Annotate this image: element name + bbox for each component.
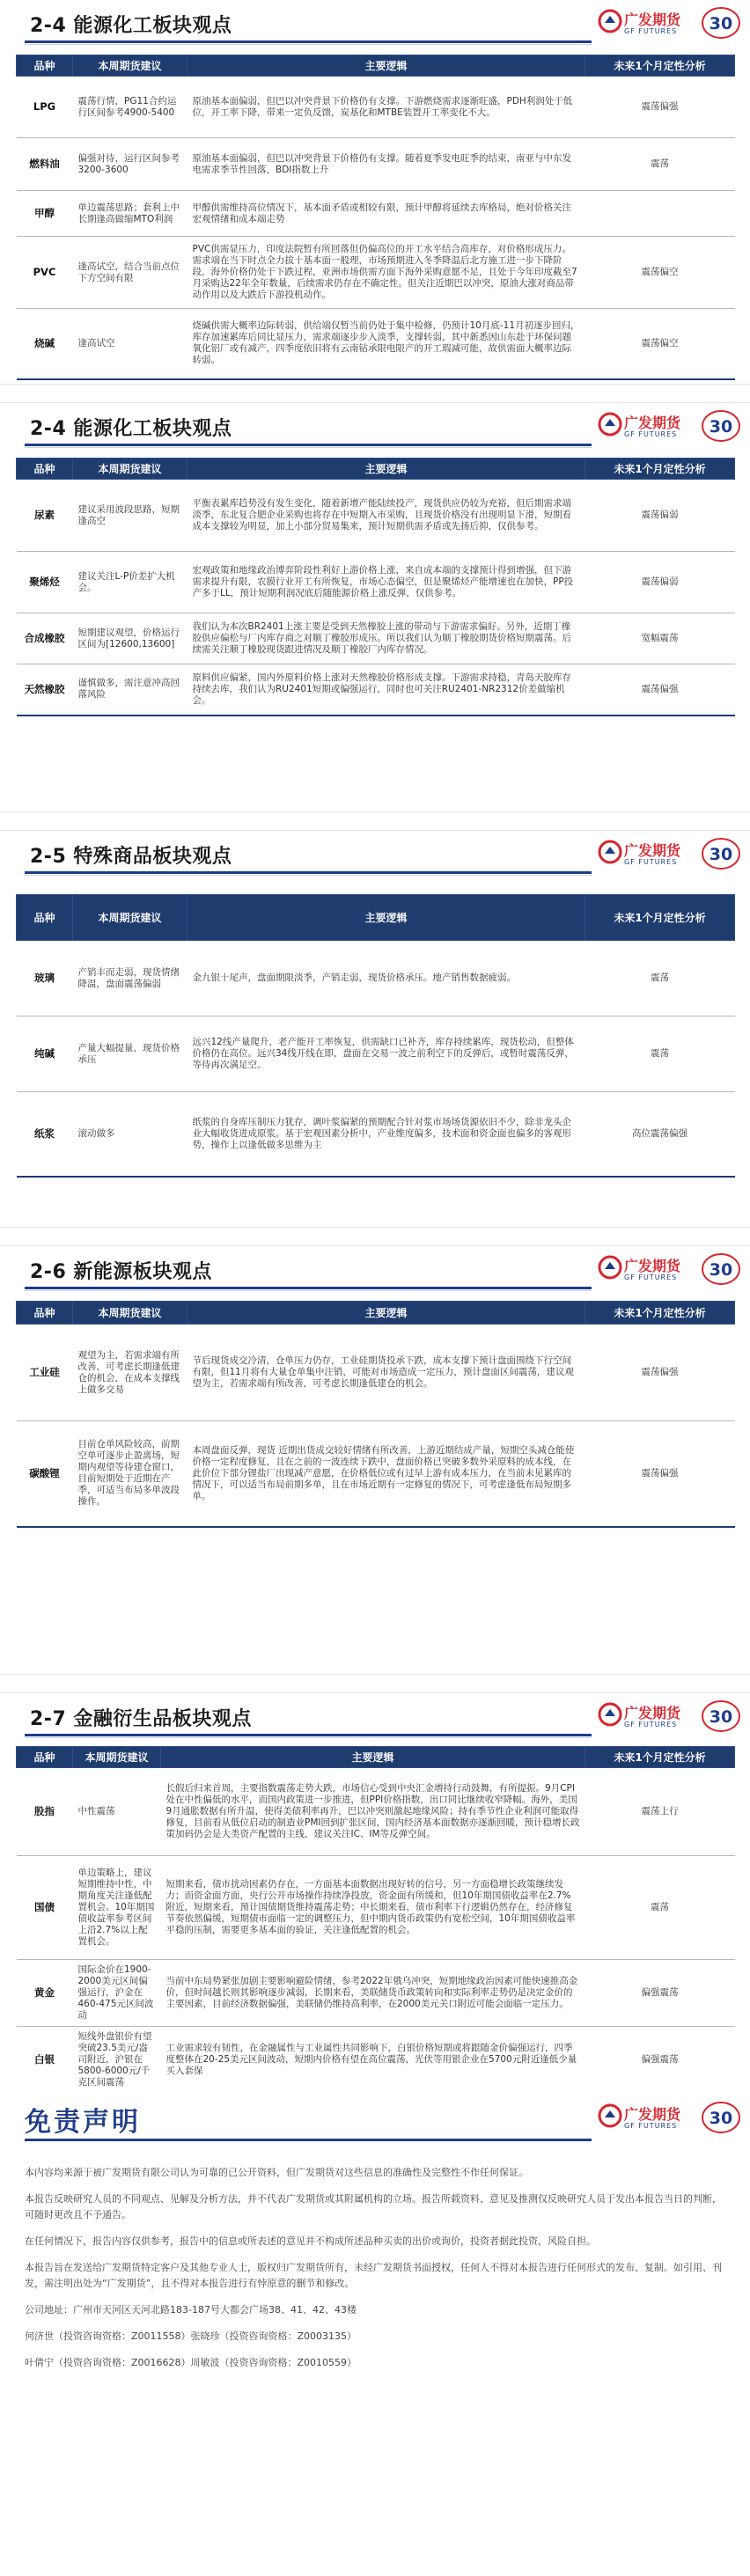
main-logic: 原油基本面偏弱，但巴以冲突背景下价格仍有支撑。下游燃烧需求逐渐旺盛，PDH利润处于低位，开工率下降，带来一定负反馈，炭基化和MTBE装置开工率变化不大。 bbox=[188, 77, 585, 138]
header-outlook: 未来1个月定性分析 bbox=[585, 459, 735, 480]
table-row bbox=[17, 1016, 735, 1092]
title-rule bbox=[25, 1287, 592, 1289]
view-table bbox=[16, 1746, 735, 2089]
header-variety: 品种 bbox=[17, 55, 73, 77]
table-row bbox=[17, 191, 735, 237]
weekly-advice: 单边震荡思路；套利上中长期逢高做缩MTO利润 bbox=[73, 191, 188, 237]
table-row bbox=[17, 1421, 735, 1527]
anniversary-number: 30 bbox=[709, 417, 733, 437]
table-row bbox=[17, 237, 735, 309]
analyst-line: 何济世（投资咨询资格：Z0011558）张晓珍（投资咨询资格：Z0003135） bbox=[25, 2330, 357, 2342]
header-variety: 品种 bbox=[17, 459, 73, 480]
table-row bbox=[17, 552, 735, 613]
header-advice: 本周期货建议 bbox=[73, 55, 188, 77]
header-variety: 品种 bbox=[17, 895, 73, 941]
variety-name: 甲醇 bbox=[17, 191, 73, 237]
main-logic: 平衡表累库趋势没有发生变化，随着新增产能陆续投产，现货供应仍较为充裕，但后期需求端淡季，东北复合肥企业采购也将存在中短期入市采购，且现货价格没有出现明显下滑，短期看成本支撑较为明显，加上小部分贸易集来，预计短期供需矛盾或先扬后抑，仅供参考。 bbox=[188, 480, 585, 552]
slide-energy-2 bbox=[0, 403, 750, 811]
monthly-outlook: 震荡上行 bbox=[585, 1768, 735, 1856]
anniversary-number: 30 bbox=[709, 2109, 733, 2128]
weekly-advice: 建议关注L-P价差扩大机会。 bbox=[73, 552, 188, 613]
brand-cn: 广发期货 bbox=[624, 1705, 681, 1721]
slide-header bbox=[0, 0, 750, 51]
disclaimer-paragraph: 本报告反映研究人员的不同观点、见解及分析方法，并不代表广发期货或其附属机构的立场。报告所载资料、意见及推测仅反映研究人员于发出本报告当日的判断，可随时更改且不予通告。 bbox=[25, 2193, 722, 2220]
disclaimer-title: 免责声明 bbox=[25, 2107, 141, 2138]
brand-cn: 广发期货 bbox=[624, 1258, 681, 1274]
variety-name: PVC bbox=[17, 237, 73, 309]
main-logic: PVC供需显压力，印度法院暂有所回落但仍偏高位的开工水平结合高库存，对价格形成压力。需求端在当下时点全力拔十基本面一般理，市场预期进入冬季降温后北方施工进一步下降阶段，海外价格仍处于下跌过程，亚洲市场供需方面下海外采购意愿不足，且处于今年印度截至7月采购达22年全年数量，后续需求仍存在不确定性。但关注近期巴以冲突，原油大涨对商品带动作用以及大跌后下游投机动作。 bbox=[188, 237, 585, 309]
anniversary-number: 30 bbox=[709, 14, 733, 33]
gf-logo-icon bbox=[598, 840, 622, 864]
title-rule bbox=[25, 871, 592, 874]
variety-name: 纸浆 bbox=[17, 1092, 73, 1177]
header-logic: 主要逻辑 bbox=[188, 459, 585, 480]
variety-name: 纯碱 bbox=[17, 1016, 73, 1092]
brand-en: GF FUTURES bbox=[624, 1721, 678, 1728]
table-row bbox=[17, 941, 735, 1016]
main-logic: 原料供应偏紧，国内外原料价格上涨对天然橡胶价格形成支撑。下游需求持稳，青岛天胶库存持续去库，我们认为RU2401短期或偏强运行，同时也可关注RU2401-NR2312价差做缩机会。 bbox=[188, 664, 585, 716]
weekly-advice: 逢高试空，结合当前点位下方空间有限 bbox=[73, 237, 188, 309]
monthly-outlook: 震荡偏空 bbox=[585, 309, 735, 379]
slide-disclaimer bbox=[0, 2089, 750, 2576]
table-row bbox=[17, 138, 735, 191]
anniversary-30-icon bbox=[701, 5, 741, 40]
weekly-advice: 偏强对待，运行区间参考3200-3600 bbox=[73, 138, 188, 191]
section-title: 2-5 特殊商品板块观点 bbox=[30, 846, 232, 868]
slide-gap bbox=[0, 811, 750, 831]
main-logic: 节后现货成交冷清，仓单压力仍存，工业硅期货投承下跌，成本支撑下预计盘面围绕下行空间有限，但11月将有大量仓单集中注销，可能对市场造成一定压力，预计盘面区间震荡，建议观望为主，若需求端有所改善，可考虑长期逢低建仓的机会。 bbox=[188, 1325, 585, 1421]
anniversary-30-icon bbox=[701, 1699, 741, 1734]
table-row bbox=[17, 1092, 735, 1177]
disclaimer-paragraph: 在任何情况下，报告内容仅供参考，报告中的信息或所表述的意见并不构成所述品种买卖的出价或询价，投资者据此投资，风险自担。 bbox=[25, 2235, 596, 2247]
gf-futures-logo bbox=[598, 838, 743, 873]
anniversary-30-icon bbox=[701, 836, 741, 871]
header-variety: 品种 bbox=[17, 1747, 73, 1768]
slide-special bbox=[0, 831, 750, 1227]
main-logic: 我们认为本次BR2401上涨主要是受到天然橡胶上涨的带动与下游需求偏好。另外，近期丁橡胶供应偏松与厂内库存商之对顺丁橡胶形成压。所以我们认为顺丁橡胶期货价格短期震荡。后续需关注顺丁橡胶现货跟进情况及顺丁橡胶厂内库存情况。 bbox=[188, 613, 585, 664]
anniversary-30-icon bbox=[701, 1251, 741, 1287]
variety-name: 国债 bbox=[17, 1856, 73, 1960]
monthly-outlook: 偏强震荡 bbox=[585, 2027, 735, 2090]
header-advice: 本周期货建议 bbox=[73, 1302, 188, 1325]
table-row bbox=[17, 1856, 735, 1960]
gf-logo-icon bbox=[598, 1702, 622, 1727]
header-outlook: 未来1个月定性分析 bbox=[585, 1747, 735, 1768]
brand-cn: 广发期货 bbox=[624, 415, 681, 431]
header-outlook: 未来1个月定性分析 bbox=[585, 55, 735, 77]
main-logic: 宏观政策和地缘政治博弈阶段性利好上游价格上涨，来自成本端的支撑预计得到增强，但下游需求提升有限，农膜行业开工有所恢复，市场心态偏空，但是聚烯烃产能增速也在加快，PP投产多于LL，预计短期利润况底后随能源价格上涨反弹，仅供参考。 bbox=[188, 552, 585, 613]
disclaimer-body bbox=[25, 2165, 729, 2382]
main-logic: 当前中东局势紧张加剧主要影响避险情绪，参考2022年俄乌冲突，短期地缘政治因素可能快速推高金价，但时间越长则其影响逐步减弱，长期来看，美联储货币政策转向和实际利率走势仍是决定金价的主要因素，目前经济数据偏强，美联储仍维持高利率，在2000美元关口附近可能会面临一定压力。 bbox=[161, 1960, 585, 2027]
main-logic: 金九银十尾声，盘面期限淡季，产销走弱，现货价格承压。地产销售数据疲弱。 bbox=[188, 941, 585, 1016]
monthly-outlook: 偏强震荡 bbox=[585, 1960, 735, 2027]
variety-name: 工业硅 bbox=[17, 1325, 73, 1421]
variety-name: 合成橡胶 bbox=[17, 613, 73, 664]
table-row bbox=[17, 613, 735, 664]
title-rule bbox=[25, 444, 592, 446]
view-table bbox=[16, 1301, 735, 1528]
analyst-line: 叶倩宁（投资咨询资格：Z0016628）周敏波（投资咨询资格：Z0010559） bbox=[25, 2357, 357, 2368]
section-title: 2-7 金融衍生品板块观点 bbox=[30, 1708, 252, 1730]
table-row bbox=[17, 1960, 735, 2027]
disclaimer-paragraph: 本内容均来源于被广发期货有限公司认为可靠的已公开资料，但广发期货对这些信息的准确性及完整性不作任何保证。 bbox=[25, 2167, 528, 2178]
header-advice: 本周期货建议 bbox=[73, 459, 188, 480]
header-logic: 主要逻辑 bbox=[188, 55, 585, 77]
monthly-outlook: 震荡 bbox=[585, 138, 735, 191]
slide-header bbox=[0, 831, 750, 882]
weekly-advice: 观望为主，若需求端有所改善，可考虑长期逢低建仓的机会，在成本支撑线上做多交易 bbox=[73, 1325, 188, 1421]
company-address: 公司地址：广州市天河区天河北路183-187号大都会广场38、41、42、43楼 bbox=[25, 2304, 357, 2315]
brand-en: GF FUTURES bbox=[624, 858, 678, 866]
table-row bbox=[17, 2027, 735, 2090]
title-rule-thin bbox=[25, 1290, 592, 1291]
slide-header bbox=[0, 1246, 750, 1297]
view-table bbox=[16, 894, 735, 1178]
weekly-advice: 逢高试空 bbox=[73, 309, 188, 379]
title-rule-thin bbox=[25, 875, 592, 876]
variety-name: 黄金 bbox=[17, 1960, 73, 2027]
slide-energy-1 bbox=[0, 0, 750, 384]
variety-name: 烧碱 bbox=[17, 309, 73, 379]
title-rule-thin bbox=[25, 447, 592, 448]
header-advice: 本周期货建议 bbox=[73, 895, 188, 941]
header-outlook: 未来1个月定性分析 bbox=[585, 1302, 735, 1325]
monthly-outlook: 震荡偏弱 bbox=[585, 480, 735, 552]
main-logic: 甲醇供需维持高位情况下，基本面矛盾或相较有限，预计甲醇将延续去库格局，绝对价格关注宏观情绪和成本端走势 bbox=[188, 191, 585, 237]
weekly-advice: 建议采用波段思路，短期逢高空 bbox=[73, 480, 188, 552]
header-logic: 主要逻辑 bbox=[188, 1302, 585, 1325]
variety-name: 聚烯烃 bbox=[17, 552, 73, 613]
weekly-advice: 短线外盘银价有望突破23.5美元/盎司附近，沪银在5800-6000元/千克区间震荡 bbox=[73, 2027, 161, 2090]
variety-name: 碳酸锂 bbox=[17, 1421, 73, 1527]
anniversary-30-icon bbox=[701, 408, 741, 444]
slide-header bbox=[0, 403, 750, 454]
variety-name: 燃料油 bbox=[17, 138, 73, 191]
title-rule bbox=[25, 2139, 592, 2141]
monthly-outlook: 震荡偏强 bbox=[585, 1421, 735, 1527]
gf-logo-icon bbox=[598, 9, 622, 33]
anniversary-30-icon bbox=[701, 2100, 741, 2135]
view-table bbox=[16, 55, 735, 380]
monthly-outlook: 震荡偏弱 bbox=[585, 552, 735, 613]
main-logic: 长假后归来首周，主要指数震荡走势大跌，市场信心受到中央汇金增持行动鼓舞，有所提振。9月CPI处在中性偏低的水平，而国内政策进一步推进，但PPI价格指数，出口同比继续收窄降幅。海外，美国9月通胀数据有所升温，使得美债利率再升，巴以冲突则激起地缘风险；持有季节性企业利润可能取得修复，目前看从低位启动的制造业PMI回到扩张区间，国内经济基本面数据亦逐渐回暖，预计稳增长政策加码仍会是大类资产配置的主线，建议关注IC、IM等反弹空间。 bbox=[161, 1768, 585, 1856]
gf-futures-logo bbox=[598, 2102, 743, 2137]
weekly-advice: 短期建议观望，价格运行区间为[12600,13600] bbox=[73, 613, 188, 664]
anniversary-number: 30 bbox=[709, 845, 733, 864]
monthly-outlook: 宽幅震荡 bbox=[585, 613, 735, 664]
brand-en: GF FUTURES bbox=[624, 27, 678, 35]
table-header-row bbox=[17, 1302, 735, 1325]
weekly-advice: 中性震荡 bbox=[73, 1768, 161, 1856]
table-row bbox=[17, 480, 735, 552]
table-row bbox=[17, 77, 735, 138]
header-logic: 主要逻辑 bbox=[161, 1747, 585, 1768]
header-variety: 品种 bbox=[17, 1302, 73, 1325]
view-table bbox=[16, 458, 735, 716]
monthly-outlook: 震荡 bbox=[585, 941, 735, 1016]
brand-cn: 广发期货 bbox=[624, 842, 681, 859]
weekly-advice: 滚动做多 bbox=[73, 1092, 188, 1177]
variety-name: 白银 bbox=[17, 2027, 73, 2090]
monthly-outlook: 震荡偏强 bbox=[585, 77, 735, 138]
main-logic: 纸浆的自身库压制压力犹存，调叶浆偏紧的预期配合针对浆市场场货源依旧不少，除非龙头企业大幅收货进成原浆。基于宏观因素分析中，产业维度偏多，技术面和资金面也偏多的客观形势，操作上以逢低做多思维为主 bbox=[188, 1092, 585, 1177]
weekly-advice: 单边策略上，建议短期维持中性，中期角度关注逢低配置机会。10年期国债收益率参考区间上沿2.7%以上配置机会。 bbox=[73, 1856, 161, 1960]
main-logic: 原油基本面偏弱，但巴以冲突背景下价格仍有支撑。随着夏季发电旺季的结束，南亚与中东发电需求季节性回落，BDI指数上升 bbox=[188, 138, 585, 191]
gf-logo-icon bbox=[598, 1255, 622, 1280]
weekly-advice: 目前仓单风险较高，前期空单可逐步止盈离场，短期内观望等待建仓窗口，目前短期处于近期在产季，可适当布局多单波段操作。 bbox=[73, 1421, 188, 1527]
gf-futures-logo bbox=[598, 410, 743, 445]
slide-gap bbox=[0, 1227, 750, 1246]
table-header-row bbox=[17, 55, 735, 77]
slide-gap bbox=[0, 1674, 750, 1693]
weekly-advice: 国际金价在1900-2000美元区间偏强运行，沪金在460-475元区间波动 bbox=[73, 1960, 161, 2027]
section-title: 2-4 能源化工板块观点 bbox=[30, 15, 232, 37]
weekly-advice: 震荡行情，PG11合约运行区间参考4900-5400 bbox=[73, 77, 188, 138]
variety-name: 天然橡胶 bbox=[17, 664, 73, 716]
gf-logo-icon bbox=[598, 2103, 622, 2128]
gf-futures-logo bbox=[598, 1253, 743, 1288]
title-rule bbox=[25, 40, 592, 43]
table-row bbox=[17, 309, 735, 379]
title-rule-thin bbox=[25, 44, 592, 45]
header-outlook: 未来1个月定性分析 bbox=[585, 895, 735, 941]
variety-name: LPG bbox=[17, 77, 73, 138]
brand-en: GF FUTURES bbox=[624, 1273, 678, 1281]
title-rule bbox=[25, 1734, 592, 1736]
table-row bbox=[17, 1768, 735, 1856]
brand-en: GF FUTURES bbox=[624, 430, 678, 438]
variety-name: 尿素 bbox=[17, 480, 73, 552]
title-rule-thin bbox=[25, 1737, 592, 1738]
weekly-advice: 产量大幅提量，现货价格承压 bbox=[73, 1016, 188, 1092]
gf-futures-logo bbox=[598, 1700, 743, 1736]
gf-logo-icon bbox=[598, 412, 622, 437]
table-header-row bbox=[17, 895, 735, 941]
main-logic: 远兴12线产量爬升，老产能开工率恢复，供需缺口已补齐，库存持续累库，现货松动，但整体价格仍在高位。远兴34线开线在即，盘面在交易一波之前利空下的反弹后，或暂时震荡反弹，等待再次满足空。 bbox=[188, 1016, 585, 1092]
weekly-advice: 产销丰而走弱，现货情绪降温，盘面震荡偏弱 bbox=[73, 941, 188, 1016]
brand-en: GF FUTURES bbox=[624, 2122, 678, 2130]
monthly-outlook: 震荡偏空 bbox=[585, 237, 735, 309]
main-logic: 短期来看，债市扰动因素仍存在，一方面基本面数据出现好转的信号，另一方面稳增长政策继续发力；而资金面方面，央行公开市场操作持续净投放，资金面有所缓和，但10年期国债收益率在2.7%附近，短期来看，预计国债期货维持震荡走势；中长期来看，债市利率下行逻辑仍然存在，经济修复节奏依然偏缓，短期债市面临一定的调整压力，但中期内货币政策仍有宽松空间，10年期国债收益率平稳的压制，需要更多基本面的验证，关注逢低配置的机会。 bbox=[161, 1856, 585, 1960]
monthly-outlook: 震荡偏强 bbox=[585, 664, 735, 716]
disclaimer-paragraph: 本报告旨在发送给广发期货特定客户及其他专业人士，版权归广发期货所有，未经广发期货书面授权，任何人不得对本报告进行任何形式的发布、复制。如引用、刊发，需注明出处为“广发期货”，且不得对本报告进行有悖原意的删节和修改。 bbox=[25, 2262, 722, 2289]
monthly-outlook: 震荡偏强 bbox=[585, 1325, 735, 1421]
anniversary-number: 30 bbox=[709, 1260, 733, 1280]
slide-gap bbox=[0, 384, 750, 403]
main-logic: 烧碱供需大概率边际转弱，供给端仅暂当前仍处于集中检修，仍预计10月底-11月初逐步回归，库存加速累库后同比显压力，需求端逐步步入淡季，支撑转弱，其中新悉因山东赴于环保问题氧化铝厂或有减产，四季度依旧将有云南钻承限电限产的开工瑕减可能，故供需面大概率边际转弱。 bbox=[188, 309, 585, 379]
table-header-row bbox=[17, 1747, 735, 1768]
slide-new-energy bbox=[0, 1246, 750, 1674]
main-logic: 本周盘面反弹，现货 近期出货成交较好情绪有所改善，上游近期结成产量，短期空头减仓能使价格一定程度修复，且在之前的一波连续下跌中，盘面价格已突破多数外采原料的成本线，在此价位下部分锂盐厂出现减产意愿，在价格低位或有过早上游有成本压力，在当前未见累库的情况下，可以适当布局前期多单，且在市场近期有一定修复的情况下，可考虑逢低布局短期多单。 bbox=[188, 1421, 585, 1527]
table-row bbox=[17, 1325, 735, 1421]
monthly-outlook bbox=[585, 191, 735, 237]
main-logic: 工业需求较有韧性，在金融属性与工业属性共同影响下，白银价格短期或将跟随金价偏强运行，四季度整体在20-25美元区间波动，短期内价格有望在高位震荡，光伏等用银企业在5700元附近逢低少量买入套保 bbox=[161, 2027, 585, 2090]
anniversary-number: 30 bbox=[709, 1707, 733, 1727]
variety-name: 玻璃 bbox=[17, 941, 73, 1016]
header-advice: 本周期货建议 bbox=[73, 1747, 161, 1768]
weekly-advice: 谨慎做多，需注意冲高回落风险 bbox=[73, 664, 188, 716]
section-title: 2-6 新能源板块观点 bbox=[30, 1261, 212, 1283]
header-logic: 主要逻辑 bbox=[188, 895, 585, 941]
variety-name: 股指 bbox=[17, 1768, 73, 1856]
brand-cn: 广发期货 bbox=[624, 2106, 681, 2123]
table-row bbox=[17, 664, 735, 716]
slide-financial bbox=[0, 1693, 750, 2089]
brand-cn: 广发期货 bbox=[624, 11, 681, 28]
monthly-outlook: 震荡 bbox=[585, 1856, 735, 1960]
monthly-outlook: 高位震荡偏强 bbox=[585, 1092, 735, 1177]
slide-header bbox=[0, 1693, 750, 1744]
monthly-outlook: 震荡 bbox=[585, 1016, 735, 1092]
section-title: 2-4 能源化工板块观点 bbox=[30, 418, 232, 440]
gf-futures-logo bbox=[598, 7, 743, 42]
table-header-row bbox=[17, 459, 735, 480]
